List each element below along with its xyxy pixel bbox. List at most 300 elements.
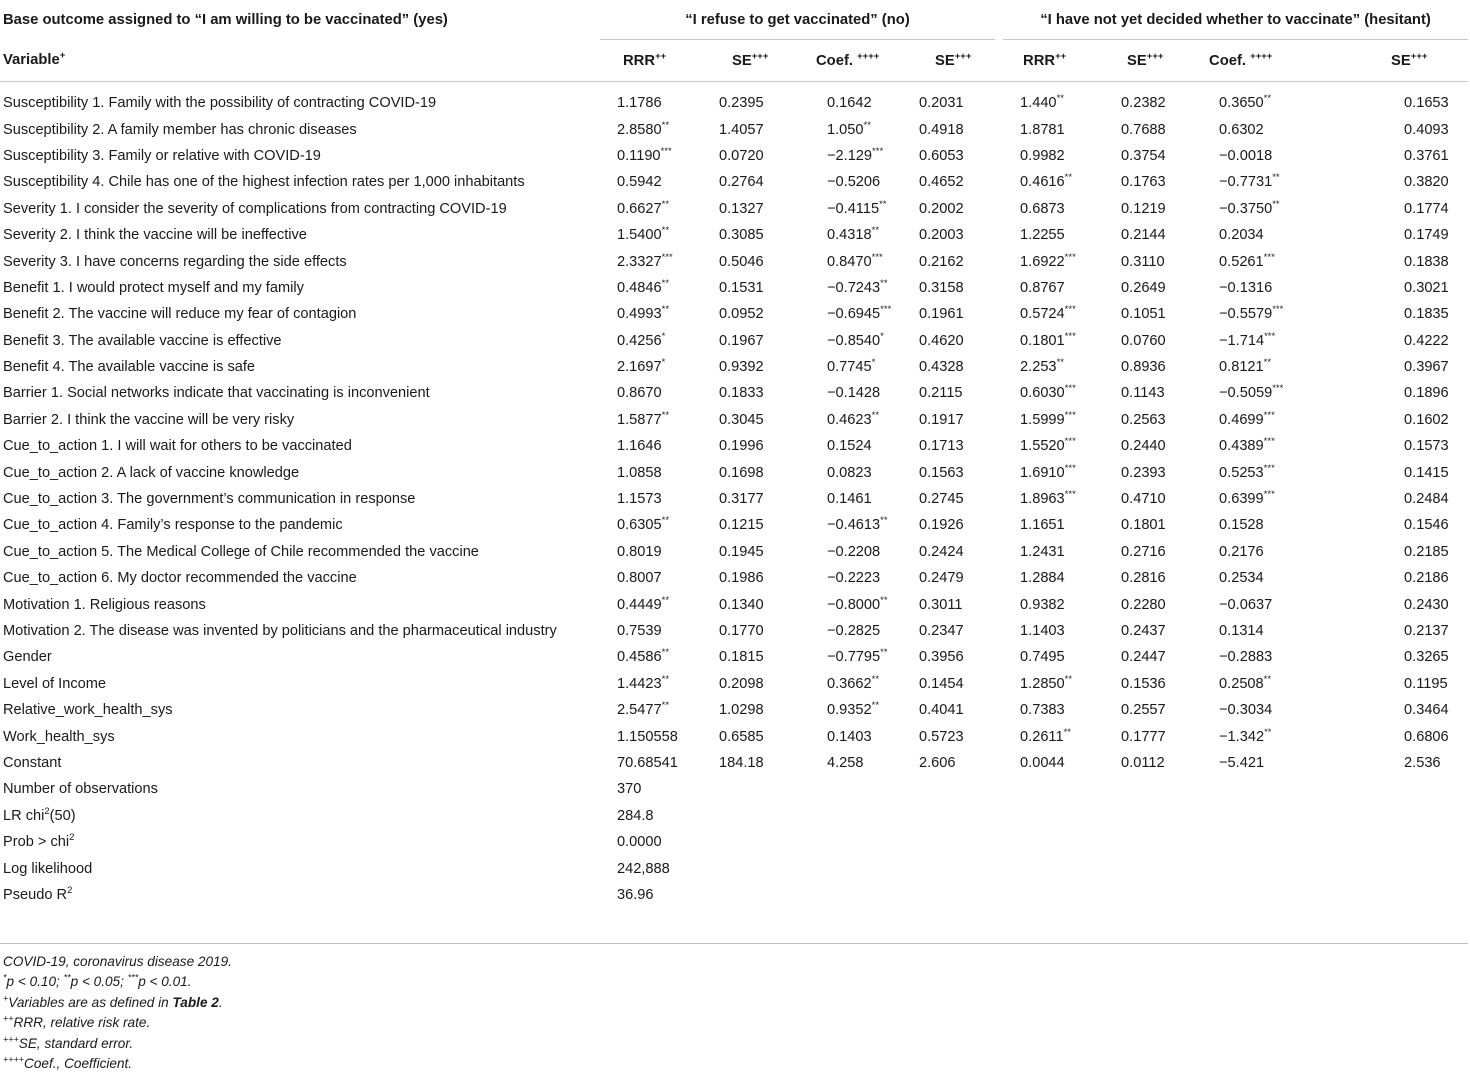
table-row [0, 328, 1468, 354]
stat-label: Number of observations [3, 781, 158, 798]
gap-cell [995, 275, 1003, 301]
variable-label: Motivation 1. Religious reasons [3, 596, 206, 613]
coef-hesitant-cell: −0.3034 [1219, 702, 1273, 719]
rrr-hesitant-cell: 1.5520*** [1020, 436, 1076, 455]
rrr-hesitant-cell: 1.8781 [1020, 121, 1065, 138]
se-no-cell: 0.1996 [719, 438, 764, 455]
table-row [0, 565, 1468, 591]
se-no-cell: 0.1215 [719, 517, 764, 534]
se-hesitant-cell: 0.0112 [1121, 754, 1165, 771]
gap-cell [995, 380, 1003, 406]
se2-no-cell: 0.2031 [919, 95, 964, 112]
coef-no-cell: 1.050** [827, 119, 871, 138]
se2-hesitant-cell: 0.1749 [1404, 227, 1449, 244]
coef-no-cell: 0.4623** [827, 410, 880, 428]
variable-label: Cue_to_action 5. The Medical College of Chile recommended the vaccine [3, 543, 479, 560]
se-hesitant-cell: 0.2144 [1121, 227, 1166, 244]
se-no-cell: 0.1698 [719, 464, 764, 481]
coef-hesitant-cell: 0.6399*** [1219, 489, 1275, 508]
coef-hesitant-cell: 0.2534 [1219, 570, 1264, 587]
variable-label: Barrier 2. I think the vaccine will be very risky [3, 411, 295, 428]
se2-hesitant-cell: 0.2186 [1404, 570, 1449, 587]
se-no-cell: 184.18 [719, 754, 764, 771]
group-header-hesitant: “I have not yet decided whether to vaccinate” (hesitant) [1003, 0, 1468, 40]
se2-hesitant-cell: 0.4222 [1404, 332, 1449, 349]
gap-cell [995, 433, 1003, 459]
se2-hesitant-cell: 0.1602 [1404, 411, 1449, 428]
se-no-cell: 1.0298 [719, 702, 764, 719]
se-hesitant-cell: 0.1536 [1121, 675, 1166, 692]
se-hesitant-cell: 0.0760 [1121, 332, 1166, 349]
coef-no-cell: −2.129*** [827, 146, 884, 164]
coef-no-cell: −0.6945*** [827, 304, 892, 323]
variable-label: Susceptibility 3. Family or relative with COVID-19 [3, 147, 321, 164]
empty-cell [909, 829, 995, 855]
gap-cell [995, 301, 1003, 327]
empty-cell [1202, 882, 1352, 908]
empty-cell [1202, 855, 1352, 881]
se2-no-cell: 0.3956 [919, 649, 964, 666]
se2-hesitant-cell: 0.3021 [1404, 279, 1449, 296]
empty-cell [909, 882, 995, 908]
table-bottom-rule [0, 943, 1468, 944]
group-header-no: “I refuse to get vaccinated” (no) [600, 0, 995, 40]
variable-label: Benefit 2. The vaccine will reduce my fear of contagion [3, 306, 357, 323]
se-no-cell: 0.2098 [719, 675, 764, 692]
stats-row [0, 803, 1468, 829]
rrr-no-cell: 0.4993** [617, 304, 670, 323]
se2-no-cell: 0.4620 [919, 332, 964, 349]
rrr-no-cell: 2.1697* [617, 357, 666, 376]
se2-hesitant-cell: 0.3265 [1404, 649, 1449, 666]
coef-no-cell: 0.1642 [827, 95, 872, 112]
rrr-hesitant-cell: 1.2431 [1020, 543, 1065, 560]
rrr-hesitant-cell: 1.6910*** [1020, 462, 1076, 481]
se2-hesitant-cell: 2.536 [1404, 754, 1441, 771]
gap-cell [995, 169, 1003, 195]
coef-no-cell: −0.7243** [827, 278, 888, 296]
se2-hesitant-cell: 0.3967 [1404, 359, 1449, 376]
rrr-hesitant-cell: 0.8767 [1020, 279, 1065, 296]
table-row [0, 618, 1468, 644]
stat-label: Prob > chi$^2$ [3, 832, 75, 851]
table-row [0, 459, 1468, 485]
variable-label: Barrier 1. Social networks indicate that vaccinating is inconvenient [3, 385, 430, 402]
footnote-se: +++SE, standard error. [3, 1034, 134, 1051]
se2-no-cell: 0.4652 [919, 174, 964, 191]
stat-value: 0.0000 [617, 834, 662, 851]
coef-no-cell: 0.8470*** [827, 251, 883, 270]
rrr-hesitant-cell: 1.2255 [1020, 227, 1065, 244]
se2-hesitant-cell: 0.1573 [1404, 438, 1449, 455]
se2-hesitant-cell: 0.2484 [1404, 491, 1449, 508]
rrr-hesitant-cell: 1.8963*** [1020, 489, 1076, 508]
rrr-no-cell: 0.8670 [617, 385, 662, 402]
se-no-cell: 0.1770 [719, 623, 764, 639]
empty-cell [1352, 855, 1468, 881]
col-se2-no: SE+++ [909, 40, 995, 82]
se-hesitant-cell: 0.7688 [1121, 121, 1166, 138]
stats-row [0, 776, 1468, 802]
stat-label: Log likelihood [3, 860, 93, 877]
rrr-hesitant-cell: 0.7383 [1020, 702, 1065, 719]
variable-label: Cue_to_action 4. Family’s response to the pandemic [3, 517, 343, 534]
se-hesitant-cell: 0.2447 [1121, 649, 1166, 666]
rrr-no-cell: 1.1646 [617, 438, 662, 455]
rrr-no-cell: 1.150558 [617, 728, 678, 745]
variable-label: Susceptibility 1. Family with the possibility of contracting COVID-19 [3, 95, 437, 112]
se2-hesitant-cell: 0.3820 [1404, 174, 1449, 191]
empty-cell [995, 829, 1003, 855]
coef-no-cell: −0.7795** [827, 647, 888, 666]
se2-no-cell: 0.3158 [919, 279, 964, 296]
rrr-no-cell: 70.68541 [617, 754, 678, 771]
gap-cell [995, 486, 1003, 512]
rrr-no-cell: 2.3327*** [617, 251, 673, 270]
rrr-hesitant-cell: 0.7495 [1020, 649, 1065, 666]
se2-hesitant-cell: 0.2137 [1404, 623, 1449, 639]
coef-hesitant-cell: −1.342** [1219, 726, 1272, 745]
table-row [0, 512, 1468, 538]
se2-hesitant-cell: 0.1896 [1404, 385, 1449, 402]
se-hesitant-cell: 0.2563 [1121, 411, 1166, 428]
empty-cell [1003, 829, 1107, 855]
se2-no-cell: 0.2424 [919, 543, 964, 560]
se2-no-cell: 0.2745 [919, 491, 964, 508]
empty-cell [1202, 829, 1352, 855]
variable-label: Cue_to_action 1. I will wait for others to be vaccinated [3, 438, 352, 455]
rrr-hesitant-cell: 0.6873 [1020, 200, 1065, 217]
se-hesitant-cell: 0.2716 [1121, 543, 1166, 560]
rrr-no-cell: 0.4846** [617, 278, 670, 296]
se2-hesitant-cell: 0.2430 [1404, 596, 1449, 613]
se2-hesitant-cell: 0.1546 [1404, 517, 1449, 534]
variable-label: Level of Income [3, 675, 107, 692]
table-body [0, 82, 1468, 909]
coef-hesitant-cell: −0.2883 [1219, 649, 1273, 666]
table-row [0, 591, 1468, 617]
coef-hesitant-cell: −0.0018 [1219, 147, 1273, 164]
column-header-row [0, 40, 1468, 82]
rrr-no-cell: 0.5942 [617, 174, 662, 191]
variable-label: Cue_to_action 2. A lack of vaccine knowledge [3, 464, 300, 481]
empty-cell [1352, 829, 1468, 855]
empty-cell [909, 855, 995, 881]
empty-cell [704, 803, 799, 829]
se-hesitant-cell: 0.3110 [1121, 253, 1165, 270]
table-row [0, 196, 1468, 222]
rrr-hesitant-cell: 1.1651 [1020, 517, 1065, 534]
coef-hesitant-cell: 0.6302 [1219, 121, 1264, 138]
rrr-hesitant-cell: 1.5999*** [1020, 410, 1076, 428]
coef-hesitant-cell: 0.2034 [1219, 227, 1264, 244]
coef-hesitant-cell: −0.5059*** [1219, 383, 1284, 402]
col-se2-hesitant: SE+++ [1352, 40, 1468, 82]
variable-label: Severity 1. I consider the severity of complications from contracting COVID-19 [3, 200, 507, 217]
empty-cell [995, 776, 1003, 802]
se2-no-cell: 0.2347 [919, 623, 964, 639]
variable-label: Severity 3. I have concerns regarding the side effects [3, 253, 347, 270]
empty-cell [799, 882, 909, 908]
empty-cell [1107, 855, 1202, 881]
rrr-no-cell: 0.1190*** [617, 146, 672, 164]
empty-cell [799, 855, 909, 881]
empty-cell [995, 855, 1003, 881]
table-2-link[interactable]: Table 2 [172, 994, 219, 1010]
rrr-hesitant-cell: 0.6030*** [1020, 383, 1076, 402]
empty-cell [1003, 776, 1107, 802]
gap-cell [995, 512, 1003, 538]
coef-hesitant-cell: 0.5253*** [1219, 462, 1275, 481]
rrr-no-cell: 0.8007 [617, 570, 662, 587]
se-no-cell: 0.9392 [719, 359, 764, 376]
se2-no-cell: 0.1713 [919, 438, 964, 455]
se2-no-cell: 0.1961 [919, 306, 964, 323]
stats-row [0, 882, 1468, 908]
stat-value: 36.96 [617, 886, 654, 903]
se2-no-cell: 0.2002 [919, 200, 964, 217]
stat-value: 284.8 [617, 807, 654, 824]
table-row [0, 169, 1468, 195]
se-no-cell: 0.1986 [719, 570, 764, 587]
table-row [0, 644, 1468, 670]
table-row [0, 407, 1468, 433]
empty-cell [704, 882, 799, 908]
gap-cell [995, 750, 1003, 776]
empty-cell [1352, 776, 1468, 802]
se-no-cell: 0.1815 [719, 649, 764, 666]
variable-label: Relative_work_health_sys [3, 702, 173, 719]
group-header-row [0, 0, 1468, 40]
rrr-hesitant-cell: 0.4616** [1020, 172, 1073, 191]
coef-hesitant-cell: 0.1314 [1219, 623, 1264, 639]
se-no-cell: 0.2395 [719, 95, 764, 112]
rrr-hesitant-cell: 0.0044 [1020, 754, 1065, 771]
variable-label: Cue_to_action 6. My doctor recommended the vaccine [3, 570, 357, 587]
table-row [0, 539, 1468, 565]
table-row [0, 301, 1468, 327]
se2-hesitant-cell: 0.4093 [1404, 121, 1449, 138]
gap-cell [995, 459, 1003, 485]
coef-no-cell: −0.4613** [827, 515, 888, 534]
table-row [0, 380, 1468, 406]
se-hesitant-cell: 0.2440 [1121, 438, 1166, 455]
empty-cell [1202, 803, 1352, 829]
empty-cell [1003, 882, 1107, 908]
se-hesitant-cell: 0.1777 [1121, 728, 1166, 745]
se2-hesitant-cell: 0.6806 [1404, 728, 1449, 745]
gap-cell [995, 697, 1003, 723]
table-row [0, 116, 1468, 142]
gap-cell [995, 82, 1003, 117]
table-footnotes [3, 952, 232, 1074]
table-row [0, 433, 1468, 459]
se2-no-cell: 0.3011 [919, 596, 963, 613]
coef-no-cell: −0.2825 [827, 623, 881, 639]
empty-cell [1107, 829, 1202, 855]
coef-hesitant-cell: −0.5579*** [1219, 304, 1284, 323]
se-no-cell: 0.5046 [719, 253, 764, 270]
col-se-hesitant: SE+++ [1107, 40, 1202, 82]
se-hesitant-cell: 0.2557 [1121, 702, 1166, 719]
rrr-hesitant-cell: 1.1403 [1020, 623, 1065, 639]
table-row [0, 248, 1468, 274]
se-no-cell: 0.6585 [719, 728, 764, 745]
se2-no-cell: 0.1563 [919, 464, 964, 481]
stats-row [0, 829, 1468, 855]
se2-no-cell: 0.1917 [919, 411, 964, 428]
variable-header: Variable+ [0, 40, 600, 82]
se-hesitant-cell: 0.1801 [1121, 517, 1166, 534]
se-no-cell: 0.3177 [719, 491, 764, 508]
rrr-no-cell: 0.6305** [617, 515, 670, 534]
stat-label: Pseudo $R^2$ [3, 885, 73, 903]
se-no-cell: 0.2764 [719, 174, 764, 191]
rrr-no-cell: 0.7539 [617, 623, 662, 639]
table-row [0, 486, 1468, 512]
col-se-no: SE+++ [704, 40, 799, 82]
rrr-hesitant-cell: 0.1801*** [1020, 330, 1076, 349]
rrr-no-cell: 0.4449** [617, 594, 670, 613]
gap-cell [995, 539, 1003, 565]
variable-label: Gender [3, 649, 52, 666]
se2-hesitant-cell: 0.3761 [1404, 147, 1449, 164]
stat-value: 370 [617, 781, 642, 798]
table-row [0, 82, 1468, 117]
col-rrr-hesitant: RRR++ [1003, 40, 1107, 82]
se2-no-cell: 0.2162 [919, 253, 964, 270]
rrr-no-cell: 1.1573 [617, 491, 662, 508]
se-hesitant-cell: 0.4710 [1121, 491, 1166, 508]
rrr-hesitant-cell: 0.5724*** [1020, 304, 1076, 323]
coef-no-cell: 0.4318** [827, 225, 880, 244]
coef-no-cell: −0.2223 [827, 570, 881, 587]
se-hesitant-cell: 0.3754 [1121, 147, 1166, 164]
coef-hesitant-cell: 0.2508** [1219, 673, 1272, 692]
coef-no-cell: −0.8540* [827, 330, 884, 349]
se-hesitant-cell: 0.1219 [1121, 200, 1166, 217]
coef-no-cell: 0.9352** [827, 700, 880, 719]
gap-cell [995, 196, 1003, 222]
empty-cell [799, 829, 909, 855]
se2-no-cell: 0.2479 [919, 570, 964, 587]
coef-no-cell: −0.4115** [827, 198, 887, 217]
se2-hesitant-cell: 0.1835 [1404, 306, 1449, 323]
gap-cell [995, 222, 1003, 248]
se2-no-cell: 0.4328 [919, 359, 964, 376]
gap-cell [995, 248, 1003, 274]
se-hesitant-cell: 0.2393 [1121, 464, 1166, 481]
empty-cell [995, 803, 1003, 829]
coef-no-cell: 0.1524 [827, 438, 872, 455]
empty-cell [1107, 882, 1202, 908]
table-row [0, 143, 1468, 169]
base-outcome-label: Base outcome assigned to “I am willing to be vaccinated” (yes) [3, 11, 448, 28]
rrr-no-cell: 0.4586** [617, 647, 670, 666]
variable-label: Work_health_sys [3, 728, 115, 745]
col-rrr-no: RRR++ [600, 40, 704, 82]
se-no-cell: 0.0952 [719, 306, 764, 323]
variable-label: Constant [3, 754, 62, 771]
gap-cell [995, 116, 1003, 142]
rrr-no-cell: 2.5477** [617, 700, 670, 719]
se2-no-cell: 0.1454 [919, 675, 964, 692]
table-row [0, 750, 1468, 776]
coef-hesitant-cell: 0.5261*** [1219, 251, 1275, 270]
coef-no-cell: −0.2208 [827, 543, 881, 560]
se2-hesitant-cell: 0.1195 [1404, 675, 1448, 692]
footnote-significance: *p < 0.10; **p < 0.05; ***p < 0.01. [3, 972, 192, 990]
se-hesitant-cell: 0.2816 [1121, 570, 1166, 587]
se2-hesitant-cell: 0.3464 [1404, 702, 1449, 719]
gap-cell [995, 143, 1003, 169]
table-row [0, 723, 1468, 749]
se-no-cell: 0.3045 [719, 411, 764, 428]
coef-hesitant-cell: −0.1316 [1219, 279, 1273, 296]
rrr-no-cell: 1.0858 [617, 464, 662, 481]
se2-no-cell: 0.2003 [919, 227, 964, 244]
empty-cell [1003, 855, 1107, 881]
se-no-cell: 0.0720 [719, 147, 764, 164]
table-row [0, 671, 1468, 697]
rrr-no-cell: 1.5877** [617, 410, 670, 428]
variable-label: Benefit 3. The available vaccine is effective [3, 332, 282, 349]
coef-hesitant-cell: −0.0637 [1219, 596, 1273, 613]
se2-hesitant-cell: 0.1774 [1404, 200, 1449, 217]
se2-no-cell: 0.5723 [919, 728, 964, 745]
stats-row [0, 855, 1468, 881]
coef-no-cell: −0.1428 [827, 385, 881, 402]
coef-hesitant-cell: 0.4389*** [1219, 436, 1275, 455]
coef-hesitant-cell: −0.7731** [1219, 172, 1280, 191]
coef-hesitant-cell: 0.8121** [1219, 357, 1272, 376]
footnote-coef: ++++Coef., Coefficient. [3, 1054, 133, 1072]
stat-value: 242,888 [617, 860, 670, 877]
gap-cell [995, 354, 1003, 380]
col-coef-no: Coef. ++++ [799, 40, 909, 82]
table-row [0, 222, 1468, 248]
coef-no-cell: −0.5206 [827, 174, 881, 191]
se2-no-cell: 0.2115 [919, 385, 963, 402]
coef-no-cell: 0.1403 [827, 728, 872, 745]
gap-cell [995, 565, 1003, 591]
se2-hesitant-cell: 0.1838 [1404, 253, 1449, 270]
se-no-cell: 0.1967 [719, 332, 764, 349]
coef-hesitant-cell: −0.3750** [1219, 198, 1280, 217]
se2-no-cell: 0.4041 [919, 702, 964, 719]
rrr-no-cell: 2.8580** [617, 119, 670, 138]
col-coef-hesitant: Coef. ++++ [1202, 40, 1352, 82]
se-no-cell: 0.1531 [719, 279, 764, 296]
se-no-cell: 0.1327 [719, 200, 764, 217]
empty-cell [1202, 776, 1352, 802]
rrr-no-cell: 0.8019 [617, 543, 662, 560]
coef-no-cell: 0.1461 [827, 491, 872, 508]
rrr-hesitant-cell: 1.6922*** [1020, 251, 1076, 270]
se-hesitant-cell: 0.2437 [1121, 623, 1166, 639]
empty-cell [704, 829, 799, 855]
se-no-cell: 0.1945 [719, 543, 764, 560]
footnote-abbrev: COVID-19, coronavirus disease 2019. [3, 954, 232, 969]
se-hesitant-cell: 0.2280 [1121, 596, 1166, 613]
rrr-hesitant-cell: 0.9982 [1020, 147, 1065, 164]
variable-label: Susceptibility 4. Chile has one of the highest infection rates per 1,000 inhabitants [3, 174, 525, 191]
footnote-rrr: ++RRR, relative risk rate. [3, 1013, 151, 1031]
se2-hesitant-cell: 0.1415 [1404, 464, 1449, 481]
gap-cell [995, 644, 1003, 670]
empty-cell [799, 776, 909, 802]
coef-no-cell: −0.8000** [827, 594, 888, 613]
